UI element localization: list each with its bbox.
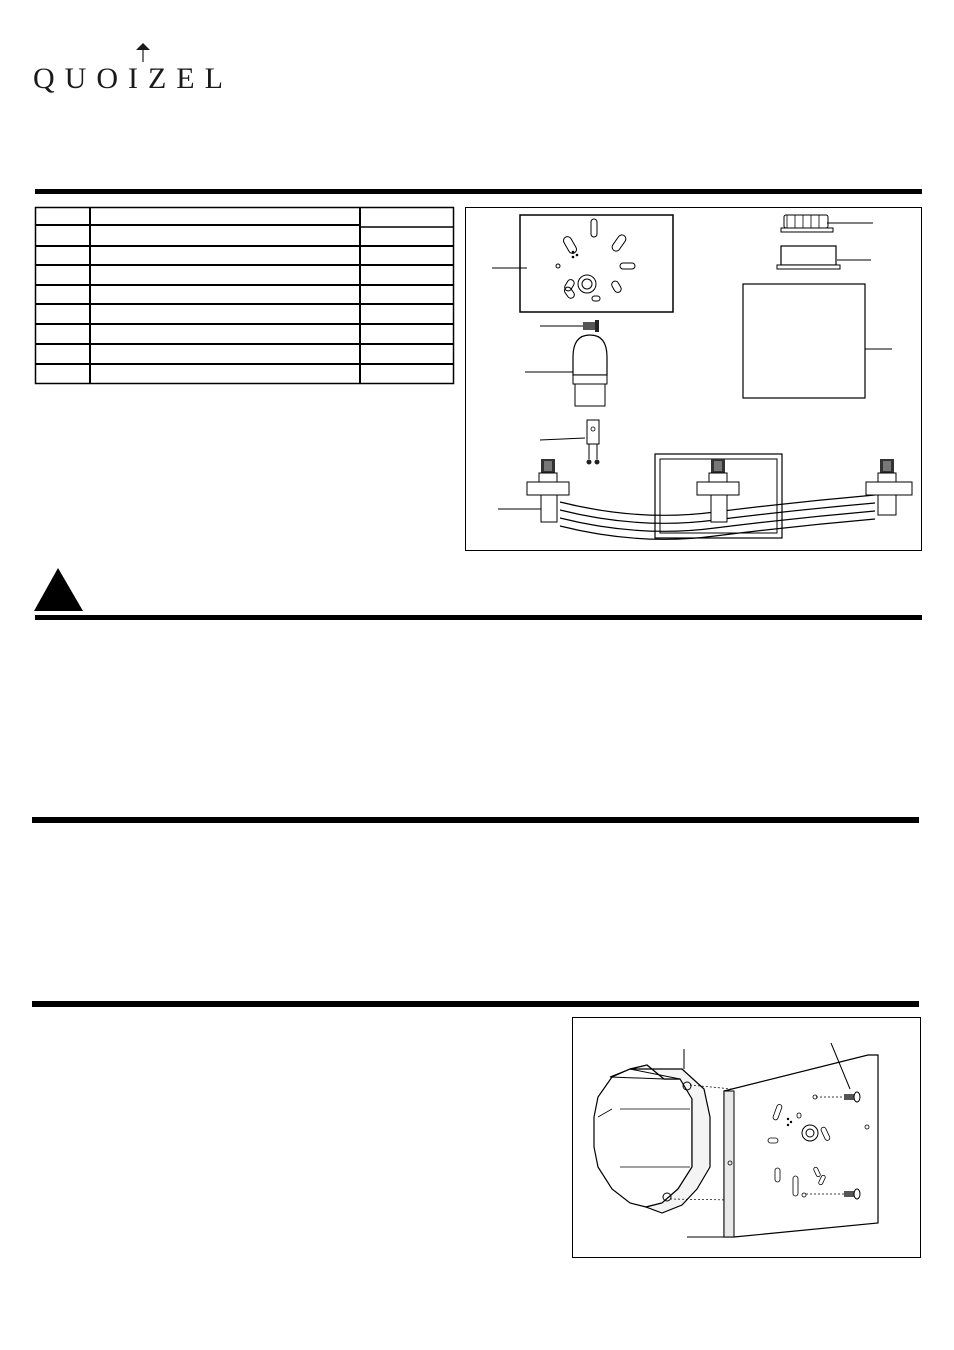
quoizel-logo	[33, 40, 243, 100]
parts-table	[35, 207, 454, 384]
warning-triangle-icon	[34, 568, 84, 611]
parts-diagram	[465, 207, 922, 551]
bulb	[540, 420, 600, 465]
glass-shade	[525, 335, 607, 406]
junction-box	[594, 1049, 710, 1213]
section-rule-bottom	[32, 1001, 919, 1007]
mounting-diagram	[572, 1017, 921, 1258]
mounting-plate	[492, 215, 673, 312]
mounting-plate-perspective	[687, 1055, 878, 1237]
section-rule-top	[35, 189, 922, 194]
brand-name: QUOIZEL	[33, 62, 233, 95]
section-rule-warning	[35, 615, 922, 620]
section-rule-middle	[32, 817, 919, 823]
backplate	[743, 284, 892, 398]
screw	[540, 320, 599, 332]
decorative-nut	[781, 215, 873, 232]
canopy-cap	[777, 246, 871, 269]
fixture-body	[498, 454, 912, 539]
